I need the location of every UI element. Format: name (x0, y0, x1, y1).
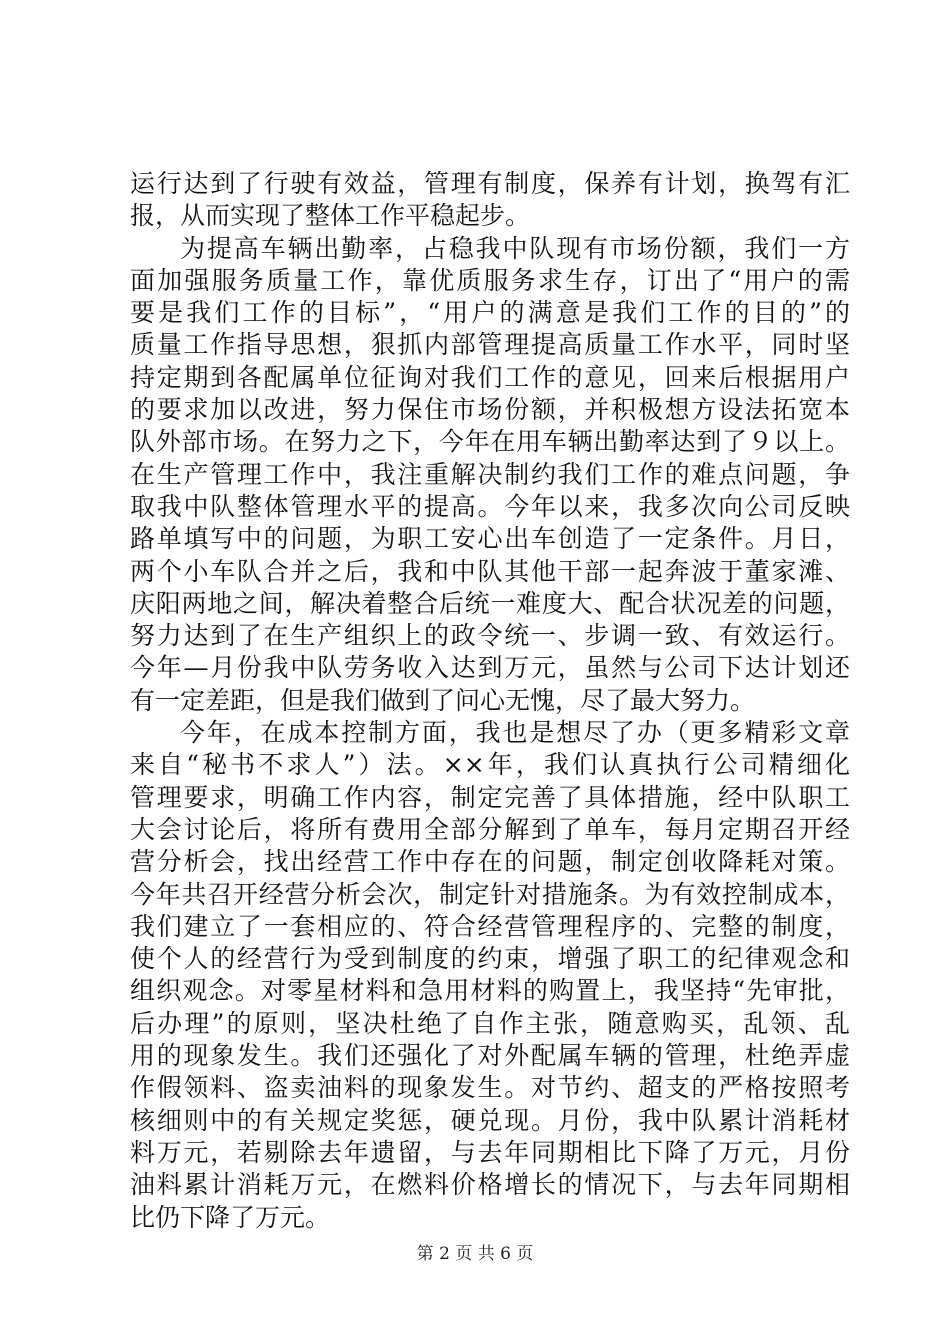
text-line: 有一定差距，但是我们做到了问心无愧，尽了最大努力。 (130, 685, 756, 715)
text-line: 后办理”的原则，坚决杜绝了自作主张，随意购买，乱领、乱 (130, 1008, 850, 1038)
text-line: 质量工作指导思想，狠抓内部管理提高质量工作水平，同时坚 (130, 330, 850, 360)
text-line: 作假领料、盗卖油料的现象发生。对节约、超支的严格按照考 (130, 1073, 850, 1103)
text-line: 庆阳两地之间，解决着整合后统一难度大、配合状况差的问题， (130, 588, 850, 618)
text-line: 的要求加以改进，努力保住市场份额，并积极想方设法拓宽本 (130, 395, 850, 425)
text-line: 用的现象发生。我们还强化了对外配属车辆的管理，杜绝弄虚 (130, 1041, 850, 1071)
text-line: 持定期到各配属单位征询对我们工作的意见，回来后根据用户 (130, 362, 850, 392)
text-line: 使个人的经营行为受到制度的约束，增强了职工的纪律观念和 (130, 944, 850, 974)
text-line: 今年，在成本控制方面，我也是想尽了办（更多精彩文章 (180, 718, 850, 748)
text-line: 今年共召开经营分析会次，制定针对措施条。为有效控制成本， (130, 879, 850, 909)
document-body (130, 168, 850, 1234)
text-line: 管理要求，明确工作内容，制定完善了具体措施，经中队职工 (130, 782, 850, 812)
text-line: 我们建立了一套相应的、符合经营管理程序的、完整的制度， (130, 911, 850, 941)
text-line: 比仍下降了万元。 (130, 1202, 331, 1232)
text-line: 路单填写中的问题，为职工安心出车创造了一定条件。月日， (130, 524, 850, 554)
text-line: 核细则中的有关规定奖惩，硬兑现。月份，我中队累计消耗材 (130, 1105, 850, 1135)
text-line: 为提高车辆出勤率，占稳我中队现有市场份额，我们一方 (180, 233, 850, 263)
text-line: 两个小车队合并之后，我和中队其他干部一起奔波于董家滩、 (130, 556, 850, 586)
page-footer: 第 2 页 共 6 页 (416, 1244, 534, 1264)
text-line: 面加强服务质量工作，靠优质服务求生存，订出了“用户的需 (130, 265, 850, 295)
text-line: 要是我们工作的目标”，“用户的满意是我们工作的目的”的 (130, 298, 850, 328)
text-line: 组织观念。对零星材料和急用材料的购置上，我坚持“先审批， (130, 976, 850, 1006)
text-line: 在生产管理工作中，我注重解决制约我们工作的难点问题，争 (130, 459, 850, 489)
text-line: 料万元，若剔除去年遗留，与去年同期相比下降了万元，月份 (130, 1137, 850, 1167)
text-line: 营分析会，找出经营工作中存在的问题，制定创收降耗对策。 (130, 847, 850, 877)
text-line: 来自“秘书不求人”）法。××年，我们认真执行公司精细化 (130, 750, 850, 780)
text-line: 努力达到了在生产组织上的政令统一、步调一致、有效运行。 (130, 621, 850, 651)
text-line: 今年—月份我中队劳务收入达到万元，虽然与公司下达计划还 (130, 653, 850, 683)
text-line: 大会讨论后，将所有费用全部分解到了单车，每月定期召开经 (130, 814, 850, 844)
text-line: 油料累计消耗万元，在燃料价格增长的情况下，与去年同期相 (130, 1170, 850, 1200)
text-line: 取我中队整体管理水平的提高。今年以来，我多次向公司反映 (130, 491, 850, 521)
text-line: 队外部市场。在努力之下，今年在用车辆出勤率达到了９以上。 (130, 427, 850, 457)
text-line: 运行达到了行驶有效益，管理有制度，保养有计划，换驾有汇 (130, 169, 850, 198)
text-line: 报，从而实现了整体工作平稳起步。 (130, 201, 531, 231)
